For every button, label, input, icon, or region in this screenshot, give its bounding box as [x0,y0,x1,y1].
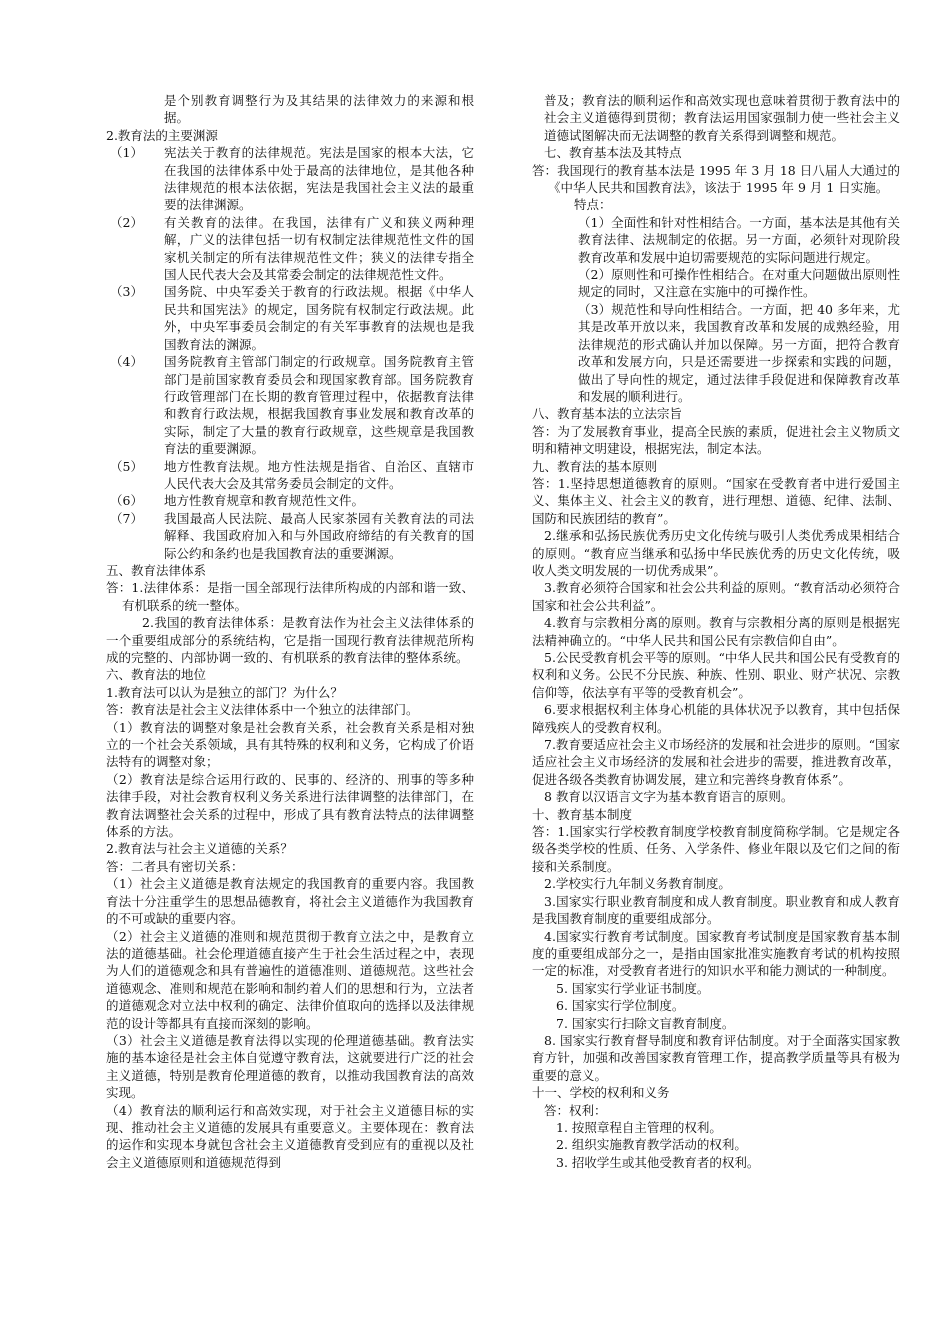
list-item: 3. 招收学生或其他受教育者的权利。 [556,1154,760,1170]
list-item [106,492,474,509]
list-item: 1. 按照章程自主管理的权利。 [556,1119,722,1135]
paragraph: 8 教育以汉语言文字为基本教育语言的原则。 [544,789,794,805]
paragraph: （1）教育法的调整对象是社会教育关系，社会教育关系是相对独立的一个社会关系领域，具有其特殊的权利和义务，它构成了价语法特有的调整对象； [106,719,474,770]
section-heading: 七、教育基本法及其特点 [544,145,682,161]
paragraph: 7.教育要适应社会主义市场经济的发展和社会进步的原则。“国家适应社会主义市场经济的发展和社会进步的需要，推进教育改革，促进各级各类教育协调发展，建立和完善终身教育体系”。 [532,737,900,787]
list-number: （2） [110,214,143,230]
paragraph: （3）社会主义道德是教育法得以实现的伦理道德基础。教育法实施的基本途径是社会主体自觉遵守教育法，这就要进行广泛的社会主义道德，特别是教育伦理道德的教育，以推动我国教育法的高效实现。 [106,1032,474,1101]
section-heading: 十一、学校的权利和义务 [532,1085,670,1101]
list-text: 国务院、中央军委关于教育的行政法规。根据《中华人民共和国宪法》的规定，国务院有权制定行政法规。此外，中央军事委员会制定的有关军事教育的法规也是我国教育法的渊源。 [164,284,474,352]
answer: 答：二者具有密切关系： [106,858,244,874]
list-item: 2. 组织实施教育教学活动的权利。 [556,1137,747,1153]
paragraph: 6. 国家实行学位制度。 [556,998,685,1014]
answer: 答：1.国家实行学校教育制度学校教育制度简称学制。它是规定各级各类学校的性质、任务、入学条件、修业年限以及它们之间的衔接和关系制度。 [532,824,900,874]
paragraph: 7. 国家实行扫除文盲教育制度。 [556,1015,735,1031]
paragraph: （4）教育法的顺利运行和高效实现，对于社会主义道德目标的实现、推动社会主义道德的发展具有重要意义。主要体现在：教育法的运作和实现本身就包含社会主义道德教育受到应有的重视以及社会主义道德原则和道德规范得到 [106,1102,474,1170]
paragraph: （2）教育法是综合运用行政的、民事的、经济的、刑事的等多种法律手段，对社会教育权利义务关系进行法律调整的法律部门，在教育法调整社会关系的过程中，形成了具有教育法特点的法律调整体系的方法。 [106,771,474,840]
paragraph: （1）社会主义道德是教育法规定的我国教育的重要内容。我国教育法十分注重学生的思想品德教育，将社会主义道德作为我国教育的不可或缺的重要内容。 [106,876,474,927]
answer: 答：为了发展教育事业，提高全民族的素质，促进社会主义物质文明和精神文明建设，根据宪法，制定本法。 [532,423,900,457]
paragraph: 4.教育与宗教相分离的原则。教育与宗教相分离的原则是根据宪法精神确立的。“中华人民共和国公民有宗教信仰自由”。 [532,615,900,648]
list-item [106,458,474,493]
paragraph: 2.继承和弘扬民族优秀历史文化传统与吸引人类优秀成果相结合的原则。“教育应当继承和弘扬中华民族优秀的历史文化传统，吸收人类文明发展的一切优秀成果”。 [532,528,900,578]
list-number: （4） [110,354,143,370]
paragraph: 3.教育必须符合国家和社会公共利益的原则。“教育活动必须符合国家和社会公共利益”。 [532,580,900,613]
list-text: 地方性教育法规。地方性法规是指省、自治区、直辖市人民代表大会及其常务委员会制定的文件。 [164,458,474,491]
paragraph: 3.国家实行职业教育制度和成人教育制度。职业教育和成人教育是我国教育制度的重要组成部分。 [532,893,900,927]
list-item [106,283,474,353]
answer: 答：我国现行的教育基本法是 1995 年 3 月 18 日八届人大通过的《中华人民共和国教育法》，该法于 1995 年 9 月 1 日实施。 [532,162,900,196]
paragraph: （3）规范性和导向性相结合。一方面，把 40 多年来，尤其是改革开放以来，我国教育改革和发展的成熟经验，用法律规范的形式确认并加以保障。另一方面，把符合教育改革和发展方向，只是还需要进一步探索和实践的问题，做出了导向性的规定，通过法律手段促进和保障教育改革和发展的顺利进行。 [578,301,900,404]
subheading: 2.教育法的主要渊源 [106,127,218,143]
list-text: 宪法关于教育的法律规范。宪法是国家的根本大法，它在我国的法律体系中处于最高的法律地位，是其他各种法律规范的根本法依据，宪法是我国社会主义法的最重要的法律渊源。 [164,145,474,213]
question: 2.教育法与社会主义道德的关系？ [106,841,293,857]
paragraph: 8. 国家实行教育督导制度和教育评估制度。对于全面落实国家教育方针，加强和改善国家教育管理工作，提高教学质量等具有极为重要的意义。 [532,1032,900,1083]
paragraph: 4.国家实行教育考试制度。国家教育考试制度是国家教育基本制度的重要组成部分之一，是指由国家批准实施教育考试的机构按照一定的标准，对受教育者进行的知识水平和能力测试的一种制度。 [532,928,900,979]
paragraph: （1）全面性和针对性相结合。一方面，基本法是其他有关教育法律、法规制定的依据。另一方面，必须针对现阶段教育改革和发展中迫切需要规范的实际问题进行规定。 [578,214,900,265]
answer: 答：1.坚持思想道德教育的原则。“国家在受教育者中进行爱国主义、集体主义、社会主义的教育，进行理想、道德、纪律、法制、国防和民族团结的教育”。 [532,475,900,526]
list-text: 我国最高人民法院、最高人民家茶园有关教育法的司法解释、我国政府加入和与外国政府缔结的有关教育的国际公约和条约也是我国教育法的重要渊源。 [164,510,474,561]
paragraph: 2.我国的教育法律体系：是教育法作为社会主义法律体系的一个重要组成部分的系统结构，它是指一国现行教育法律规范所构成的完整的、内部协调一致的、有机联系的教育法律的整体系统。 [106,615,474,665]
section-heading: 六、教育法的地位 [106,667,207,683]
paragraph: 普及；教育法的顺利运作和高效实现也意味着贯彻于教育法中的社会主义道德得到贯彻；教育法运用国家强制力使一些社会主义道德试图解决而无法调整的教育关系得到调整和规范。 [544,93,900,143]
answer: 答：教育法是社会主义法律体系中一个独立的法律部门。 [106,702,419,718]
section-heading: 八、教育基本法的立法宗旨 [532,406,683,422]
list-item [106,214,474,284]
paragraph: （2）社会主义道德的准则和规范贯彻于教育立法之中，是教育立法的道德基础。社会伦理道德直接产生于社会生活过程之中，表现为人们的道德观念和具有普遍性的道德准则、道德规范。这些社会道德观念、准则和规范在影响和制约着人们的思想和行为，立法者的道德观念对立法中权利的确定、法律价值取向的选择以及法律规范的设计等都具有直接而深刻的影响。 [106,928,474,1031]
right-column [532,92,900,1171]
section-heading: 九、教育法的基本原则 [532,458,658,474]
paragraph: 6.要求根据权利主体身心机能的具体状况予以教育，其中包括保障残疾人的受教育权利。 [532,702,900,735]
paragraph: 5.公民受教育机会平等的原则。“中华人民共和国公民有受教育的权利和义务。公民不分民族、种族、性别、职业、财产状况、宗教信仰等，依法享有平等的受教育机会”。 [532,650,900,700]
paragraph: 2.学校实行九年制义务教育制度。 [544,876,731,892]
list-number: （6） [110,493,143,509]
paragraph: 特点： [574,197,612,213]
section-heading: 十、教育基本制度 [532,806,633,822]
list-item [106,353,474,457]
question: 1.教育法可以认为是独立的部门？为什么？ [106,684,343,700]
left-column [106,92,474,1171]
answer: 答：权利： [544,1102,607,1118]
list-text: 地方性教育规章和教育规范性文件。 [164,493,365,509]
list-number: （3） [110,284,143,300]
list-number: （5） [110,458,143,474]
paragraph: 是个别教育调整行为及其结果的法律效力的来源和根据。 [164,93,474,126]
paragraph: 答：1.法律体系：是指一国全部现行法律所构成的内部和谐一致、有机联系的统一整体。 [106,580,474,613]
list-text: 有关教育的法律。在我国，法律有广义和狭义两种理解，广义的法律包括一切有权制定法律规范性文件的国家机关制定的所有法律规范性文件；狭义的法律专指全国人民代表大会及其常委会制定的法律规范性文件。 [164,214,474,283]
paragraph: 5. 国家实行学业证书制度。 [556,980,710,996]
list-item [106,510,474,562]
paragraph: （2）原则性和可操作性相结合。在对重大问题做出原则性规定的同时，又注意在实施中的可操作性。 [578,267,900,300]
list-number: （7） [110,510,143,526]
section-heading: 五、教育法律体系 [106,562,207,578]
list-item [106,144,474,214]
list-number: （1） [110,145,143,161]
list-text: 国务院教育主管部门制定的行政规章。国务院教育主管部门是前国家教育委员会和现国家教育部。国务院教育行政管理部门在长期的教育管理过程中，依据教育法律和教育行政法规，根据我国教育事业发展和教育改革的实际，制定了大量的教育行政规章，这些规章是我国教育法的重要渊源。 [164,354,474,457]
